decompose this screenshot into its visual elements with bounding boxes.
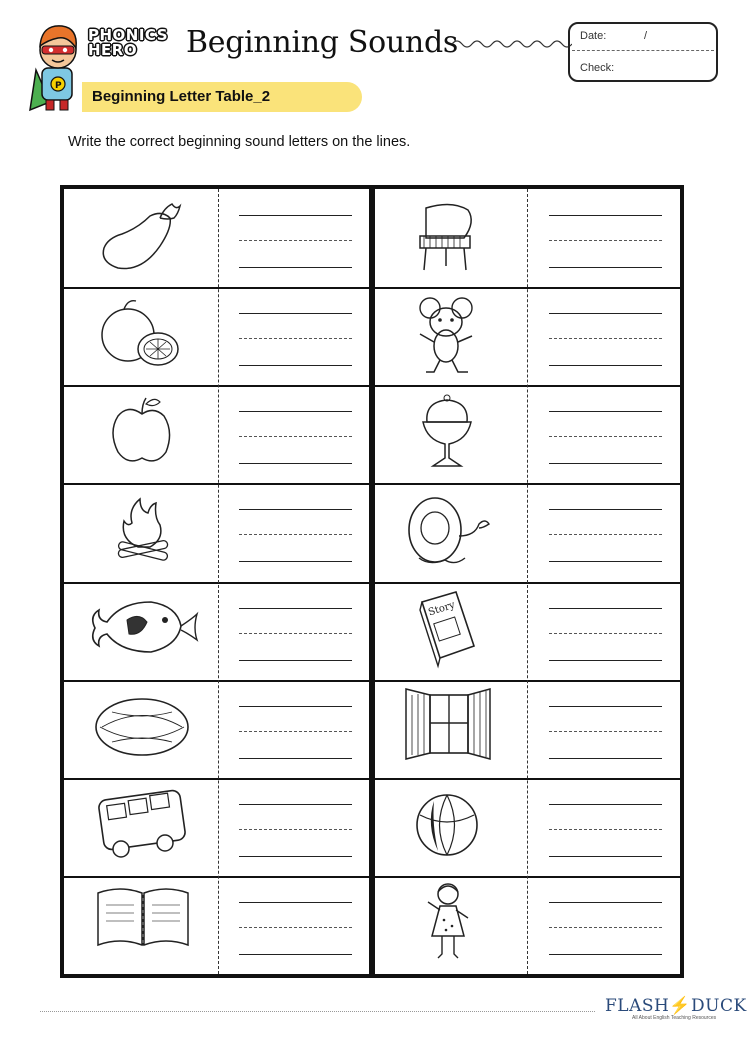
answer-mid-line [549,633,662,634]
answer-top-line[interactable] [239,509,352,510]
answer-base-line[interactable] [239,463,352,464]
answer-base-line[interactable] [239,365,352,366]
answer-top-line[interactable] [549,804,662,805]
answer-base-line[interactable] [549,660,662,661]
answer-top-line[interactable] [239,902,352,903]
answer-mid-line [239,927,352,928]
row-divider [64,680,369,682]
watermelon-icon [92,692,192,762]
date-slash: / [644,30,648,42]
answer-base-line[interactable] [239,758,352,759]
answer-top-line[interactable] [549,509,662,510]
ice-cream-icon [415,392,480,474]
answer-top-line[interactable] [549,411,662,412]
footer-divider [40,1011,595,1012]
answer-top-line[interactable] [239,608,352,609]
instruction-text: Write the correct beginning sound letters on the lines. [68,134,411,150]
answer-top-line[interactable] [549,215,662,216]
check-label: Check: [580,62,615,74]
answer-base-line[interactable] [239,660,352,661]
row-divider [64,385,369,387]
subtitle: Beginning Letter Table_2 [92,88,271,105]
svg-text:Story: Story [427,599,457,619]
page-title: Beginning Sounds [186,25,458,60]
lion-icon [405,492,493,570]
logo-tagline: All About English Teaching Resources [632,1015,717,1021]
row-divider [64,483,369,485]
answer-mid-line [239,829,352,830]
answer-top-line[interactable] [239,706,352,707]
answer-base-line[interactable] [549,856,662,857]
book-icon [92,883,194,955]
answer-base-line[interactable] [549,365,662,366]
row-divider [64,582,369,584]
brand-line-2: HERO [88,41,138,59]
column-dashed-divider [218,189,219,974]
answer-base-line[interactable] [549,561,662,562]
answer-mid-line [549,338,662,339]
answer-top-line[interactable] [549,313,662,314]
answer-top-line[interactable] [549,902,662,903]
orange-icon [98,297,188,372]
answer-mid-line [549,436,662,437]
answer-top-line[interactable] [549,706,662,707]
logo-text-left: FLASH [605,996,670,1016]
answer-mid-line [549,240,662,241]
girl-icon [418,880,478,962]
row-divider [64,287,369,289]
svg-text:P: P [55,81,62,91]
answer-mid-line [239,240,352,241]
answer-mid-line [549,534,662,535]
window-icon [402,685,494,767]
answer-base-line[interactable] [239,267,352,268]
answer-mid-line [239,436,352,437]
answer-top-line[interactable] [239,804,352,805]
answer-mid-line [239,731,352,732]
ball-icon [412,785,482,865]
answer-base-line[interactable] [549,267,662,268]
story-book-icon [412,588,482,670]
date-label: Date: [580,30,607,42]
answer-top-line[interactable] [239,411,352,412]
brand-line-1: PHONICS [88,26,169,44]
answer-top-line[interactable] [239,313,352,314]
fish-icon [85,588,200,668]
answer-mid-line [549,927,662,928]
answer-mid-line [549,731,662,732]
apple-icon [98,394,188,469]
answer-top-line[interactable] [239,215,352,216]
answer-base-line[interactable] [549,758,662,759]
answer-base-line[interactable] [239,954,352,955]
answer-base-line[interactable] [239,856,352,857]
logo-text-right: DUCK [691,996,747,1016]
answer-mid-line [239,633,352,634]
row-divider [64,778,369,780]
bus-icon [95,785,190,865]
answer-mid-line [239,534,352,535]
date-divider [572,50,714,51]
fire-icon [98,491,188,566]
row-divider [64,876,369,878]
mascot-hero-icon [28,18,86,114]
answer-top-line[interactable] [549,608,662,609]
column-dashed-divider [527,189,528,974]
title-wave-decoration [452,38,572,50]
piano-icon [412,198,482,276]
answer-mid-line [549,829,662,830]
answer-base-line[interactable] [239,561,352,562]
flashduck-logo [605,996,747,1016]
mouse-icon [412,294,482,376]
lightning-icon: ⚡ [669,996,692,1016]
eggplant-icon [98,200,188,275]
answer-base-line[interactable] [549,954,662,955]
answer-base-line[interactable] [549,463,662,464]
answer-mid-line [239,338,352,339]
brand-logo [88,28,184,72]
